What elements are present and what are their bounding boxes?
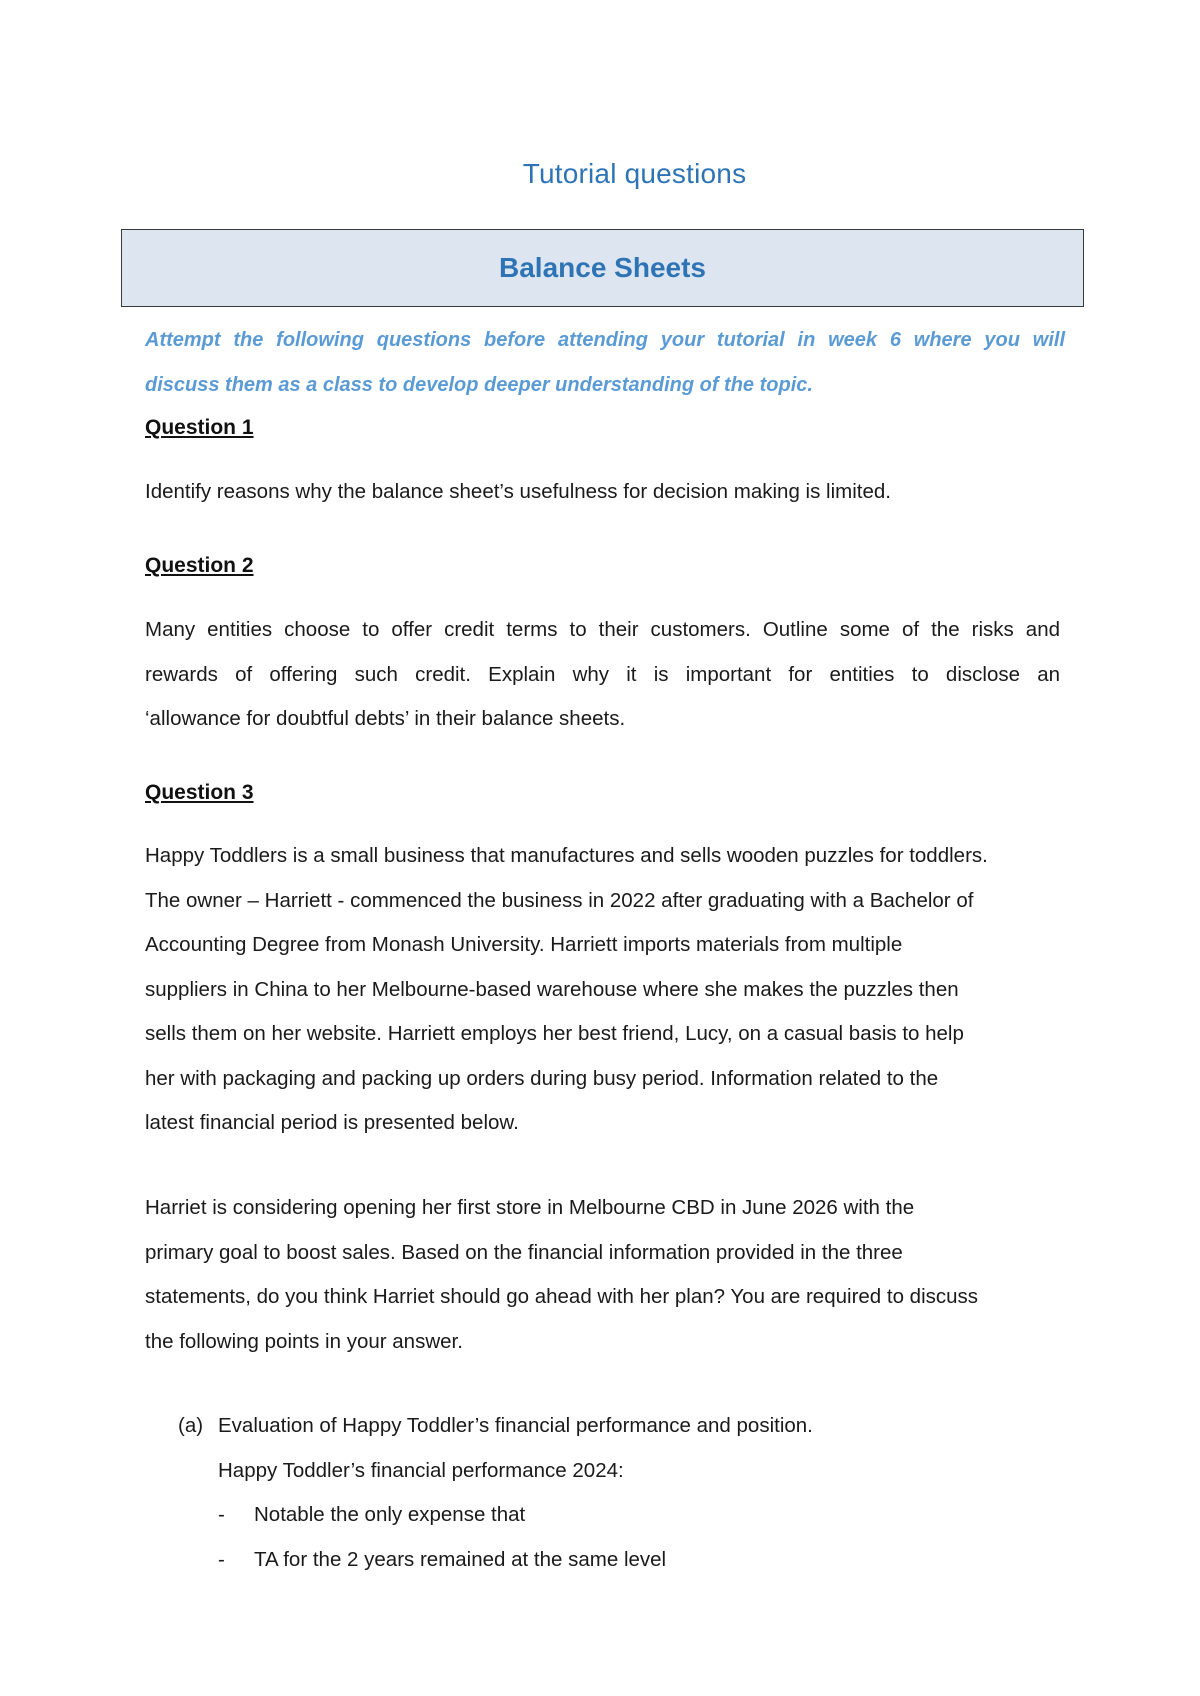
text-line: ‘allowance for doubtful debts’ in their balance sheets. [145,707,626,730]
bullet-text: TA for the 2 years remained at the same level [254,1547,667,1571]
question-3-answer-list [178,1404,1068,1582]
intro-line: Attempt the following questions before attending your tutorial in week 6 where you will [145,329,1065,351]
question-3-heading: Question 3 [145,781,254,804]
question-2-heading: Question 2 [145,554,254,577]
text-line: Many entities choose to offer credit terms to their customers. Outline some of the risks and [145,618,1060,641]
text-line: sells them on her website. Harriett employs her best friend, Lucy, on a casual basis to help [145,1022,964,1045]
intro-instructions [145,318,1065,408]
question-3-task [145,1186,1060,1364]
question-1-heading: Question 1 [145,416,254,439]
text-line: Identify reasons why the balance sheet’s usefulness for decision making is limited. [145,480,891,503]
text-line: Accounting Degree from Monash University. Harriett imports materials from multiple [145,933,903,956]
bullet-marker: - [218,1503,225,1526]
bullet-text: Notable the only expense that [254,1503,526,1526]
section-heading: Balance Sheets [499,252,706,283]
question-1-text [145,470,1060,515]
text-line: suppliers in China to her Melbourne-based warehouse where she makes the puzzles then [145,977,959,1001]
text-line: latest financial period is presented below. [145,1111,519,1134]
text-line: rewards of offering such credit. Explain why it is important for entities to disclose an [145,662,1060,686]
text-line: Harriet is considering opening her first store in Melbourne CBD in June 2026 with the [145,1196,915,1219]
question-3-scenario [145,834,1060,1146]
text-line: primary goal to boost sales. Based on the financial information provided in the three [145,1240,903,1264]
text-line: Happy Toddlers is a small business that manufactures and sells wooden puzzles for toddlers. [145,844,988,867]
intro-line: discuss them as a class to develop deeper understanding of the topic. [145,374,813,396]
text-line: the following points in your answer. [145,1329,463,1353]
text-line: The owner – Harriett - commenced the business in 2022 after graduating with a Bachelor of [145,888,974,912]
bullet-item [178,1538,1068,1583]
text-line: her with packaging and packing up orders during busy period. Information related to the [145,1066,939,1090]
list-marker: (a) [178,1414,204,1437]
list-item [178,1404,1068,1449]
bullet-item [178,1493,1068,1538]
list-subheading: Happy Toddler’s financial performance 2024: [218,1458,624,1482]
question-2-text [145,608,1060,742]
section-heading-box [121,229,1084,307]
bullet-marker: - [218,1547,225,1571]
list-item-text: Evaluation of Happy Toddler’s financial performance and position. [218,1414,813,1437]
document-title: Tutorial questions [522,158,747,189]
text-line: statements, do you think Harriet should go ahead with her plan? You are required to discuss [145,1285,979,1308]
list-subheading-row [178,1449,1068,1494]
